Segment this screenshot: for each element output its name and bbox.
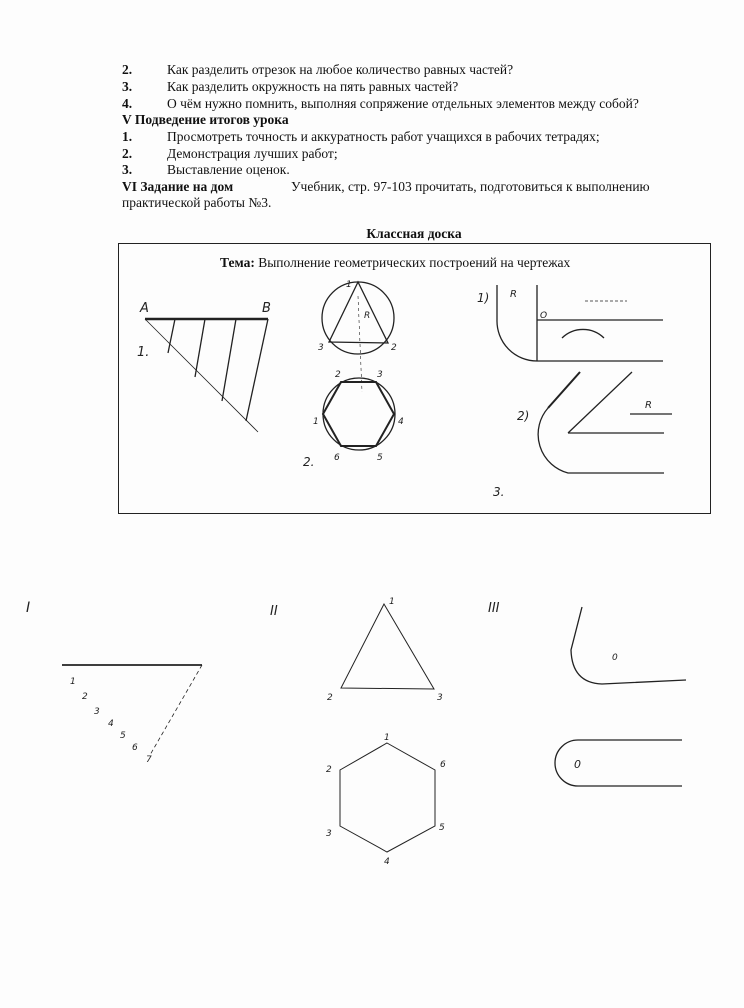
point-label: 5 (377, 453, 383, 463)
point-label: 1 (389, 597, 395, 607)
question-number: 4. (122, 96, 133, 111)
radius-label: R (364, 311, 371, 321)
segment-division-figure (137, 301, 271, 432)
triangle-in-circle-figure (318, 280, 397, 392)
point-label: 2 (335, 370, 341, 380)
label-iii: III (488, 601, 500, 616)
homework-text: Учебник, стр. 97-103 прочитать, подготовиться к выполнению (291, 179, 650, 194)
exercise-ii (270, 597, 446, 867)
item-text: Демонстрация лучших работ; (167, 146, 338, 161)
point-label: 1 (70, 677, 76, 687)
point-label: 1 (346, 280, 352, 290)
item-text: Просмотреть точность и аккуратность работ учащихся в рабочих тетрадях; (167, 129, 600, 144)
point-label: 1 (384, 733, 390, 743)
label-ii: II (270, 604, 278, 619)
homework-text-cont: практической работы №3. (122, 195, 272, 210)
point-label: 3 (94, 707, 100, 717)
question-text: Как разделить окружность на пять равных частей? (167, 79, 459, 94)
item-number: 2. (122, 146, 133, 161)
point-label: 2 (327, 693, 333, 703)
question-text: Как разделить отрезок на любое количество равных частей? (167, 62, 514, 77)
point-label: 3 (326, 829, 332, 839)
point-label: 5 (439, 823, 445, 833)
point-label: 4 (398, 417, 404, 427)
question-number: 2. (122, 62, 133, 77)
question-text: О чём нужно помнить, выполняя сопряжение отдельных элементов между собой? (167, 96, 639, 111)
fillet-figures (477, 285, 672, 499)
section-6-heading: VI Задание на дом (122, 179, 234, 194)
topic-text: Выполнение геометрических построений на чертежах (258, 255, 571, 270)
topic-label: Тема: (220, 255, 255, 270)
point-label: 6 (334, 453, 340, 463)
point-label: 3 (318, 343, 324, 353)
label-fig1: 1. (137, 345, 150, 360)
radius-label: R (645, 400, 652, 411)
center-label: 0 (612, 653, 618, 663)
exercise-i (26, 600, 202, 765)
radius-label: R (510, 289, 517, 300)
label-fig2: 2. (303, 455, 315, 469)
item-number: 1. (122, 129, 133, 144)
point-label: 3 (437, 693, 443, 703)
question-number: 3. (122, 79, 133, 94)
center-label: 0 (574, 758, 581, 771)
point-label: 2 (326, 765, 332, 775)
label-o: O (540, 311, 548, 321)
board-title: Классная доска (366, 226, 462, 241)
point-label: 4 (384, 857, 390, 867)
label-i: I (26, 600, 31, 616)
point-label: 1 (313, 417, 319, 427)
label-a: A (140, 301, 149, 316)
point-label: 2 (391, 343, 397, 353)
label-b: B (262, 301, 271, 316)
hexagon-in-circle-figure (303, 370, 404, 469)
item-number: 3. (122, 162, 133, 177)
label-case1: 1) (477, 291, 490, 305)
point-label: 2 (82, 692, 88, 702)
point-label: 4 (108, 719, 114, 729)
section-5-heading: V Подведение итогов урока (122, 112, 289, 127)
point-label: 5 (120, 731, 126, 741)
point-label: 7 (146, 755, 152, 765)
point-label: 3 (377, 370, 383, 380)
label-case2: 2) (517, 409, 530, 423)
point-label: 6 (132, 743, 138, 753)
exercise-iii (488, 601, 686, 786)
label-fig3: 3. (493, 485, 505, 499)
item-text: Выставление оценок. (167, 162, 290, 177)
point-label: 6 (440, 760, 446, 770)
